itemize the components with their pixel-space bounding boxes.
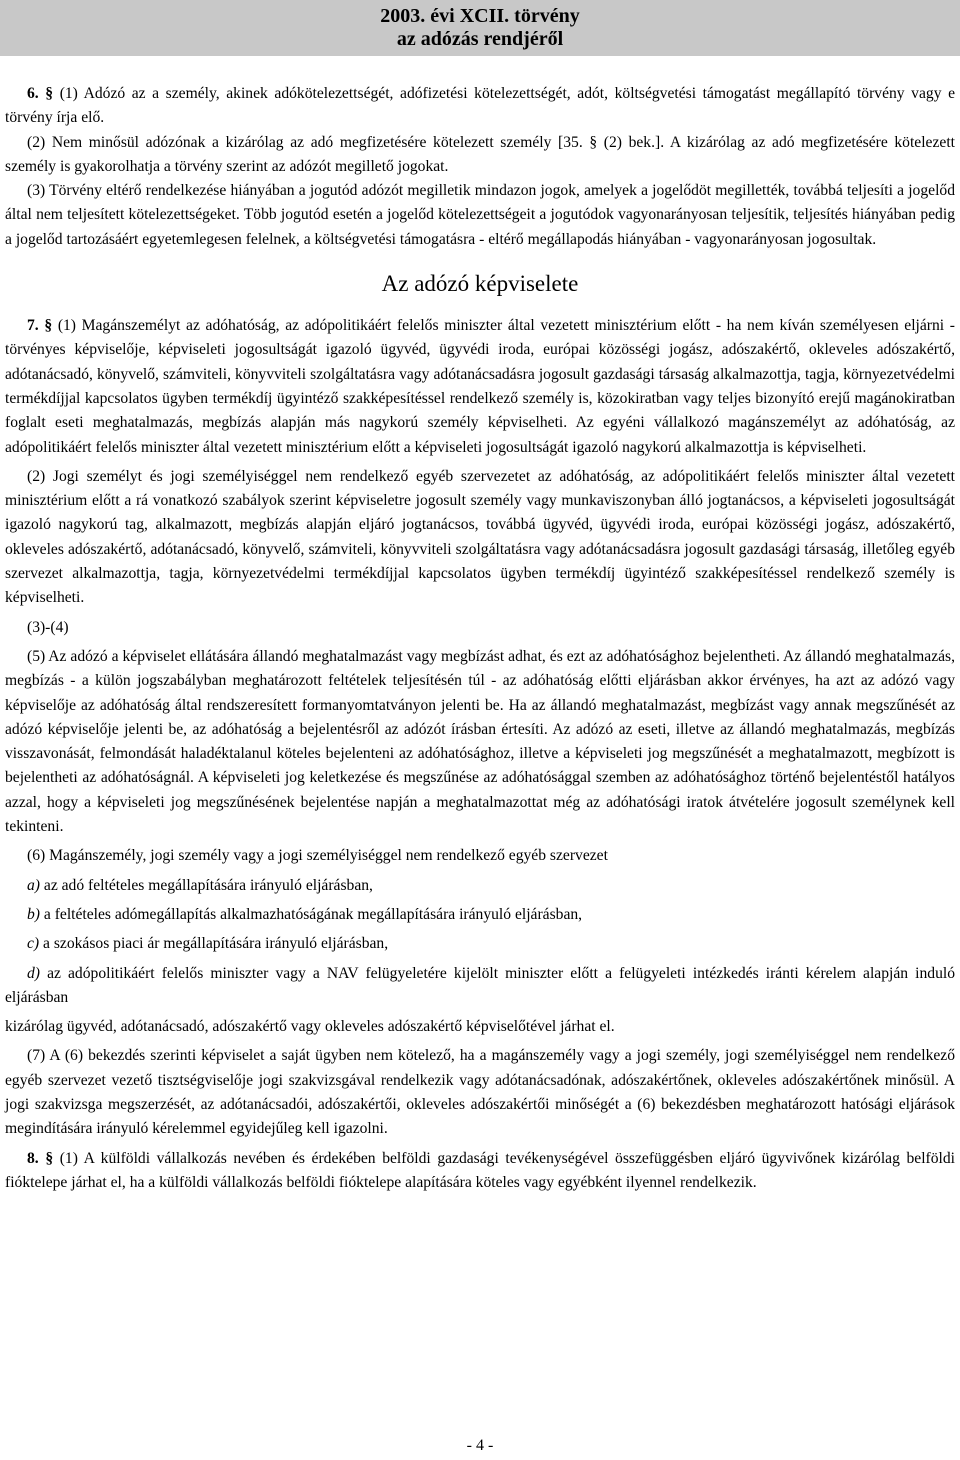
- document-body: [5, 82, 955, 1195]
- list-text-b: a feltételes adómegállapítás alkalmazhatóságának megállapítására irányuló eljárásban,: [40, 905, 583, 923]
- section-heading: Az adózó képviselete: [381, 271, 579, 297]
- list-text-d: az adópolitikáért felelős miniszter vagy a NAV felügyeletére kijelölt miniszter előtt a felügyeleti intézkedés iránti kérelem alapján induló eljárásban: [5, 964, 955, 1006]
- section-8-number: 8.: [27, 1149, 39, 1167]
- section-7-paragraph-5: [5, 645, 955, 839]
- section-6-paragraph-3: [5, 179, 955, 252]
- list-marker-b: b): [27, 905, 40, 923]
- section-6-sign: §: [45, 85, 54, 102]
- section-8-sign: §: [45, 1149, 54, 1167]
- section-7-text-1: (1) Magánszemélyt az adóhatóság, az adópolitikáért felelős miniszter által vezetett minisztérium előtt - ha nem kíván személyesen eljárni - törvényes képviselője, képviseleti jogosultságát igazoló ügyvéd, ügyvédi iroda, európai közösségi jogász, adószakértő, okleveles adószakértő, adótanácsadó, könyvelő, számviteli, könyvviteli szolgáltatásra vagy adótanácsadásra jogosult gazdasági társaság alkalmazottja, tagja, környezetvédelmi termékdíjjal kapcsolatos ügyben termékdíj ügyintéző szakképesítéssel rendelkező személy is, közokiratban vagy teljes bizonyító erejű magánokiratban foglalt eseti meghatalmazás, megbízás alapján más nagykorú személy képviselheti. Az egyéni vállalkozó magánszemélyt az adóhatóság, az adópolitikáért felelős miniszter által vezetett minisztérium előtt a képviseleti jogosultságát igazoló nagykorú alkalmazottja is képviselheti.: [5, 317, 955, 456]
- running-header: [0, 0, 960, 56]
- list-marker-d: d): [27, 964, 40, 982]
- section-7-paragraph-6: [5, 844, 955, 868]
- section-7-text-2: (2) Jogi személyt és jogi személyiséggel nem rendelkező egyéb szervezetet az adóhatóság, az adópolitikáért felelős miniszter által vezetett minisztérium előtt a rá vonatkozó szabályok szerint képviseletre jogosult személy vagy munkaviszonyban álló jogtanácsos, a képviseleti jogosultságát igazoló nagykorú tag, alkalmazott, megbízás alapján eljáró jogtanácsos, továbbá ügyvéd, ügyvédi iroda, európai közösségi jogász, adószakértő, okleveles adószakértő, adótanácsadó, könyvelő, számviteli, könyvviteli szolgáltatásra vagy adótanácsadásra jogosult gazdasági társaság, illetőleg egyéb szervezet alkalmazottja, tagja, környezetvédelmi termékdíjjal kapcsolatos ügyben termékdíj ügyintéző szakképesítéssel rendelkező személy is képviselheti.: [5, 467, 955, 607]
- list-item-b: [5, 903, 955, 927]
- section-7-text-3: (3)-(4): [27, 618, 69, 636]
- section-6-number: 6.: [27, 85, 39, 102]
- section-7-paragraph-3: [5, 616, 955, 640]
- list-text-c: a szokásos piaci ár megállapítására irányuló eljárásban,: [39, 935, 389, 953]
- section-7-paragraph-6-end: [5, 1015, 955, 1039]
- list-item-c: [5, 932, 955, 956]
- section-7-text-5: (5) Az adózó a képviselet ellátására állandó meghatalmazást vagy megbízást adhat, és ezt az adóhatósághoz bejelentheti. Az állandó meghatalmazás, megbízás - a külön jogszabályban meghatározott feltételek teljesítésén túl - az adóhatóság előtti eljárásban akkor érvényes, ha azt az adózó vagy képviselője az adóhatóság által rendszeresített formanyomtatványon jelenti be. Ha az állandó meghatalmazást, megbízást vagy annak megszűnését az adózó képviselője jelenti be, az adóhatóság a bejelentésről az adózót írásban értesíti. Az adózó az eseti, illetve az állandó meghatalmazás, megbízás visszavonását, felmondását haladéktalanul köteles bejelenteni az adóhatósághoz, illetve a képviseleti jog megszűnését a meghatalmazott, megbízott is bejelentheti az adóhatóságnál. A képviseleti jog keletkezése és megszűnése az adóhatósággal szemben az adóhatósághoz történő bejelentéstől hatályos azzal, hogy a képviseleti jog megszűnésének bejelentése napján a meghatalmazottat még az adóhatósági iratok átvételére jogosult személynek kell tekinteni.: [5, 647, 955, 836]
- page-number: - 4 -: [466, 1437, 494, 1454]
- section-7-paragraph-7: [5, 1044, 955, 1141]
- section-8-text-1: (1) A külföldi vállalkozás nevében és érdekében belföldi gazdasági tevékenységével összefüggésben eljáró ügyvivőnek kizárólag belföldi fióktelepe járhat el, ha a külföldi vállalkozás belföldi fióktelepe alapítására köteles vagy egyébként ilyennel rendelkezik.: [5, 1149, 955, 1191]
- section-7-text-6: (6) Magánszemély, jogi személy vagy a jogi személyiséggel nem rendelkező egyéb szervezet: [27, 847, 608, 865]
- section-6-text-3: (3) Törvény eltérő rendelkezése hiányában a jogutód adózót megilletik mindazon jogok, amelyek a jogelődöt megillették, továbbá teljesíti a jogelőd által nem teljesített kötelezettségeket. Több jogutód esetén a jogelőd kötelezettségeit a jogutódok vagyonarányosan teljesítik, teljesítés hiányában pedig a jogelőd tartozásáért egyetemlegesen felelnek, a költségvetési támogatásra - eltérő megállapodás hiányában - vagyonarányosan jogosultak.: [5, 182, 955, 248]
- section-6-text-2: (2) Nem minősül adózónak a kizárólag az adó megfizetésére kötelezett személy [35. § (2) bek.]. A kizárólag az adó megfizetésére kötelezett személy is gyakorolhatja a törvény szerint az adózót megillető jogokat.: [5, 133, 955, 175]
- section-7-paragraph-2: [5, 465, 955, 611]
- section-8-paragraph-1: [5, 1147, 955, 1196]
- section-7-text-7: (7) A (6) bekezdés szerinti képviselet a saját ügyben nem kötelező, ha a magánszemély vagy a jogi személy, jogi személyiséggel nem rendelkező egyéb szervezet vezető tisztségviselője jogi szakvizsgával rendelkezik vagy adótanácsadónak, adószakértőnek, okleveles adószakértőnek minősül. A jogi szakvizsga megszerzését, az adótanácsadói, adószakértői, okleveles adószakértői minőségét a (6) bekezdésben meghatározott hatósági eljárások megindítására irányuló kérelemmel egyidejűleg kell igazolni.: [5, 1047, 955, 1138]
- header-law-subtitle: az adózás rendjéről: [396, 28, 564, 50]
- section-6-text-1: (1) Adózó az a személy, akinek adókötelezettségét, adófizetési kötelezettségét, adót, költségvetési támogatást megállapító törvény vagy e törvény írja elő.: [5, 85, 955, 127]
- list-item-d: [5, 962, 955, 1011]
- section-7-text-6-end: kizárólag ügyvéd, adótanácsadó, adószakértő vagy okleveles adószakértő képviselőtével járhat el.: [5, 1018, 615, 1036]
- section-7-paragraph-1: [5, 314, 955, 460]
- list-text-a: az adó feltételes megállapítására irányuló eljárásban,: [40, 876, 373, 894]
- section-6-paragraph-2: [5, 131, 955, 180]
- list-item-a: [5, 874, 955, 898]
- list-marker-c: c): [27, 935, 40, 953]
- section-6-paragraph-1: [5, 82, 955, 131]
- header-law-title: 2003. évi XCII. törvény: [380, 5, 580, 27]
- list-marker-a: a): [27, 876, 40, 894]
- section-7-number: 7.: [27, 317, 39, 335]
- section-7-sign: §: [44, 317, 53, 335]
